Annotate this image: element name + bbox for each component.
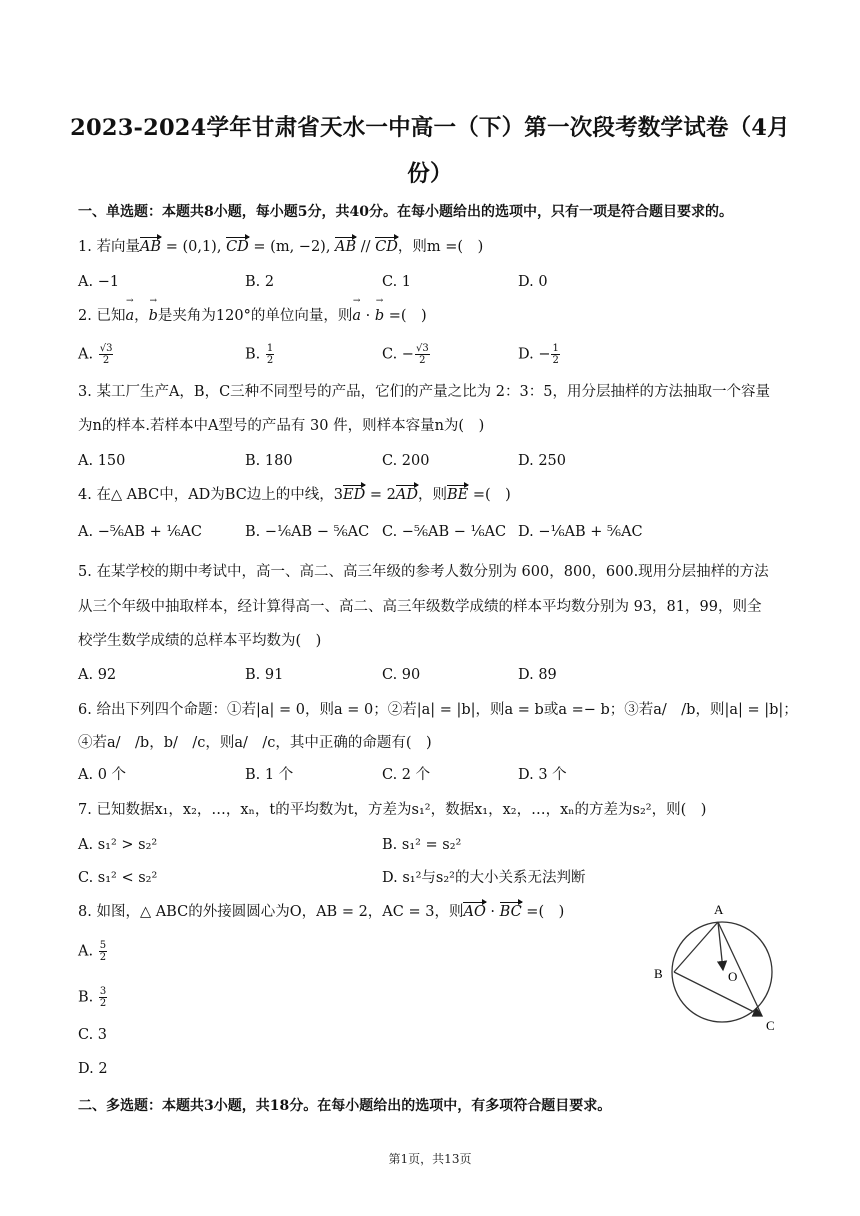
q1-text-d: // <box>356 239 376 255</box>
question-3-line1: 3. 某工厂生产A，B，C三种不同型号的产品，它们的产量之比为 2：3：5，用分层抽样的方法抽取一个容量 <box>78 384 770 400</box>
q1-option-b: B. 2 <box>245 274 275 290</box>
q4-option-d: D. −⅙AB + ⅚AC <box>518 524 643 540</box>
q8-option-c: C. 3 <box>78 1027 108 1043</box>
numerator: 5 <box>99 940 107 951</box>
label-b: B <box>654 966 663 981</box>
q1-option-a: A. −1 <box>78 274 120 290</box>
q2-b-prefix: B. <box>245 346 265 363</box>
vector-ad: AD <box>395 487 418 503</box>
q5-option-c: C. 90 <box>382 667 421 683</box>
q4-option-b: B. −⅙AB − ⅚AC <box>245 524 370 540</box>
q4-text-a: 4. 在△ ABC中，AD为BC边上的中线，3 <box>78 487 344 503</box>
q8-b-prefix: B. <box>78 989 98 1006</box>
vector-be: BE <box>446 487 469 503</box>
numerator: 1 <box>552 343 559 354</box>
fraction <box>99 343 114 366</box>
q8-text-b: · <box>485 904 500 920</box>
q5-option-d: D. 89 <box>518 667 557 683</box>
q2-option-d <box>518 343 561 366</box>
vector-ao-arrow <box>718 922 723 970</box>
fraction <box>99 986 107 1009</box>
denominator: 2 <box>102 355 110 366</box>
section-single-choice: 一、单选题：本题共8小题，每小题5分，共40分。在每小题给出的选项中，只有一项是符合题目要求的。 <box>78 204 733 220</box>
q1-text-b: = (0,1), <box>161 239 227 255</box>
q2-text-d: · <box>361 308 375 324</box>
page-footer: 第1页，共13页 <box>388 1152 472 1166</box>
q1-text-c: = (m, −2), <box>248 239 336 255</box>
question-4-stem <box>78 485 511 505</box>
q6-option-c: C. 2 个 <box>382 767 431 783</box>
vector-ab: AB <box>335 239 357 255</box>
question-5-line1: 5. 在某学校的期中考试中，高一、高二、高三年级的参考人数分别为 600，800，600.现用分层抽样的方法 <box>78 564 769 580</box>
denominator: 2 <box>552 355 559 366</box>
q8-a-prefix: A. <box>78 943 98 960</box>
segment-ac <box>718 922 762 1016</box>
q6-option-b: B. 1 个 <box>245 767 294 783</box>
vector-b: → b <box>149 306 158 326</box>
q3-option-c: C. 200 <box>382 453 430 469</box>
q3-option-d: D. 250 <box>518 453 567 469</box>
q5-option-a: A. 92 <box>78 667 117 683</box>
vector-ao: AO <box>463 904 486 920</box>
vector-ab: AB <box>139 239 162 255</box>
numerator: 1 <box>266 343 274 354</box>
q2-option-c <box>382 343 431 366</box>
circumcircle-figure <box>650 900 790 1035</box>
vector-cd: CD <box>375 239 398 255</box>
denominator: 2 <box>419 355 426 366</box>
q8-text-c: =( ) <box>521 904 565 920</box>
q7-option-a: A. s₁² > s₂² <box>78 837 158 853</box>
q4-text-b: = 2 <box>365 487 396 503</box>
denominator: 2 <box>99 998 107 1009</box>
vector-ed: ED <box>343 487 366 503</box>
q2-text-a: 2. 已知 <box>78 308 126 324</box>
fraction <box>551 343 559 366</box>
question-3-line2: 为n的样本.若样本中A型号的产品有 30 件，则样本容量n为( ) <box>78 418 485 434</box>
q4-option-a: A. −⅚AB + ⅙AC <box>78 524 203 540</box>
numerator: √3 <box>415 343 429 354</box>
q6-option-a: A. 0 个 <box>78 767 127 783</box>
q1-option-d: D. 0 <box>518 274 548 290</box>
q1-text-e: ，则m =( ) <box>397 239 484 255</box>
vector-bc: BC <box>499 904 522 920</box>
question-8-stem <box>78 902 564 922</box>
q8-option-a <box>78 940 108 963</box>
vector-a: → a <box>125 306 134 326</box>
q4-text-c: ，则 <box>417 487 447 503</box>
denominator: 2 <box>266 355 274 366</box>
q7-option-b: B. s₁² = s₂² <box>382 837 462 853</box>
q3-option-a: A. 150 <box>78 453 126 469</box>
q8-option-b <box>78 986 108 1009</box>
q6-option-d: D. 3 个 <box>518 767 567 783</box>
q3-option-b: B. 180 <box>245 453 293 469</box>
q1-option-c: C. 1 <box>382 274 412 290</box>
question-5-line2: 从三个年级中抽取样本，经计算得高一、高二、高三年级数学成绩的样本平均数分别为 93，81，99，则全 <box>78 599 762 615</box>
q2-text-c: 是夹角为120°的单位向量，则 <box>157 308 353 324</box>
denominator: 2 <box>99 952 107 963</box>
q8-text-a: 8. 如图，△ ABC的外接圆圆心为O，AB = 2，AC = 3，则 <box>78 904 464 920</box>
q7-option-d: D. s₁²与s₂²的大小关系无法判断 <box>382 870 586 886</box>
q2-c-prefix: C. − <box>382 346 414 363</box>
q2-option-b <box>245 343 275 366</box>
question-7-stem: 7. 已知数据x₁，x₂，…，xₙ，t的平均数为t，方差为s₁²，数据x₁，x₂，…，xₙ的方差为s₂²，则( ) <box>78 802 707 818</box>
q4-text-d: =( ) <box>468 487 511 503</box>
q2-text-e: =( ) <box>384 308 427 324</box>
vector-a: → a <box>352 306 361 326</box>
q2-option-a <box>78 343 114 366</box>
q2-a-prefix: A. <box>78 346 98 363</box>
circle <box>672 922 772 1022</box>
label-o: O <box>728 969 738 984</box>
q7-option-c: C. s₁² < s₂² <box>78 870 158 886</box>
question-2-stem <box>78 306 427 326</box>
question-1-stem <box>78 237 483 257</box>
fraction <box>266 343 274 366</box>
q2-text-b: ， <box>134 308 149 324</box>
q5-option-b: B. 91 <box>245 667 284 683</box>
fraction <box>415 343 430 366</box>
vector-b: → b <box>375 306 384 326</box>
label-c: C <box>766 1018 775 1033</box>
question-6-line2: ④若a/ /b，b/ /c，则a/ /c，其中正确的命题有( ) <box>78 735 432 751</box>
label-a: A <box>714 902 724 917</box>
section-multiple-choice: 二、多选题：本题共3小题，共18分。在每小题给出的选项中，有多项符合题目要求。 <box>78 1098 612 1114</box>
question-6-line1: 6. 给出下列四个命题：①若|a| = 0，则a = 0；②若|a| = |b|，则a = b或a =− b；③若a/ /b，则|a| = |b|； <box>78 702 798 718</box>
q2-d-prefix: D. − <box>518 346 551 363</box>
exam-title-line1: 2023-2024学年甘肃省天水一中高一（下）第一次段考数学试卷（4月 <box>70 115 790 141</box>
question-5-line3: 校学生数学成绩的总样本平均数为( ) <box>78 633 322 649</box>
exam-title-line2: 份） <box>407 161 453 187</box>
fraction <box>99 940 107 963</box>
vector-cd: CD <box>226 239 249 255</box>
numerator: √3 <box>99 343 113 354</box>
q8-option-d: D. 2 <box>78 1061 108 1077</box>
numerator: 3 <box>99 986 107 997</box>
vector-bc-arrow <box>674 972 762 1016</box>
q1-text-a: 1. 若向量 <box>78 239 140 255</box>
q4-option-c: C. −⅚AB − ⅙AC <box>382 524 507 540</box>
